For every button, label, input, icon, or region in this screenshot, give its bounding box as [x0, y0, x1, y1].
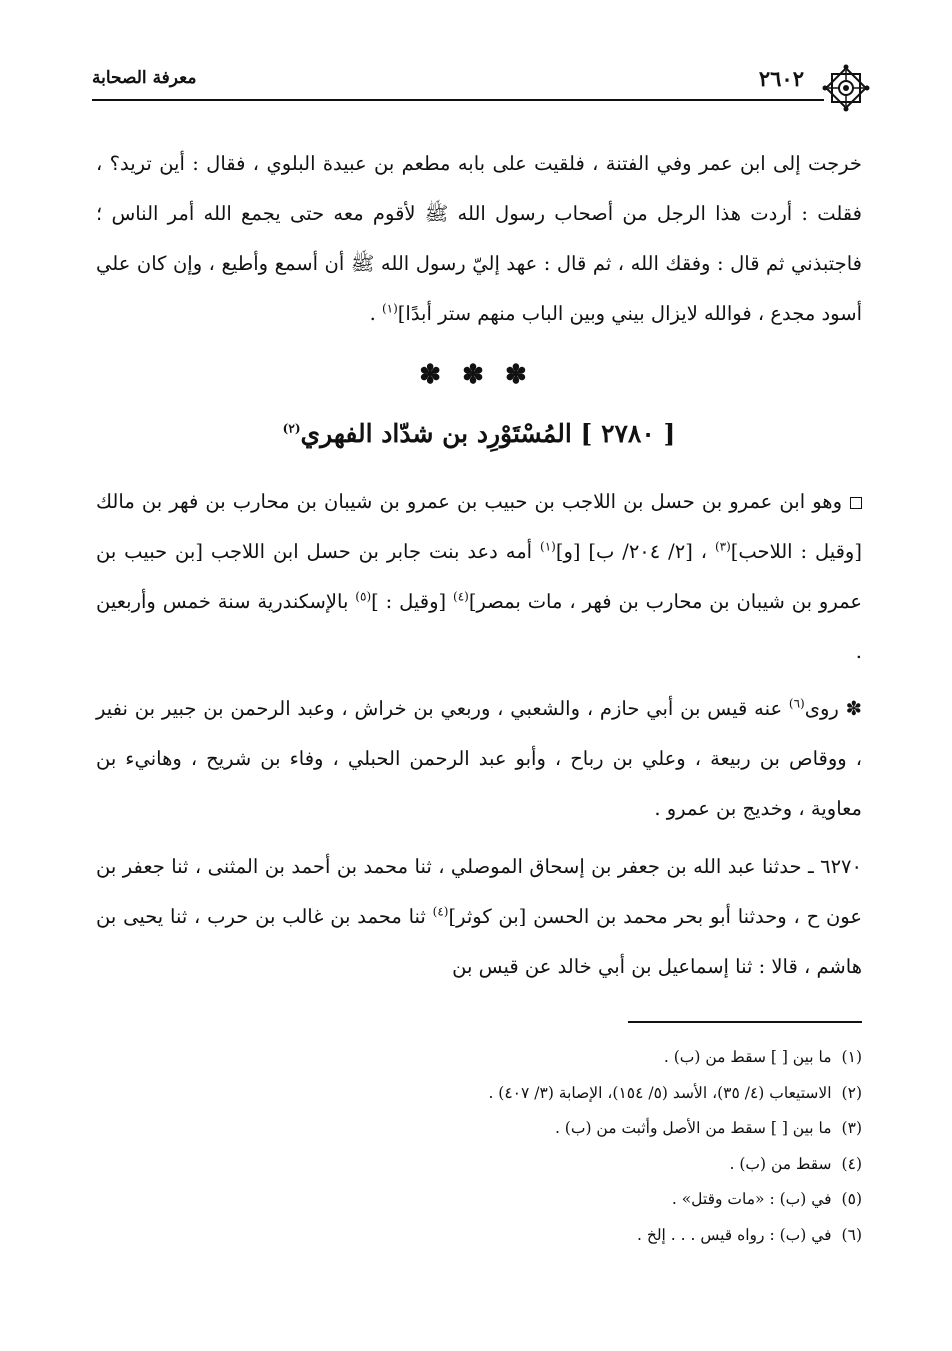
book-title: معرفة الصحابة	[92, 68, 197, 88]
ornament-icon	[820, 62, 872, 114]
paragraph-text: ✽ روى	[804, 697, 862, 720]
paragraph-text: ، [٢/ ٢٠٤/ ب] [و]	[555, 540, 715, 563]
paragraph-text: ٦٢٧٠ ـ حدثنا عبد الله بن جعفر بن إسحاق الموصلي ، ثنا محمد بن أحمد بن المثنى ، ثنا جعفر بن عون ح ، وحدثنا أبو بحر محمد بن الحسن [بن كوثر]	[96, 855, 862, 928]
footnote-number: (٢)	[841, 1083, 862, 1102]
square-bullet-icon	[850, 497, 862, 509]
paragraph-text: أمه دعد بنت جابر بن حسل ابن اللاجب [بن حبيب بن عمرو بن شيبان بن محارب بن فهر ، مات بمصر]	[96, 540, 862, 613]
footnote-ref: (٤)	[432, 904, 449, 919]
footnote-item	[96, 1111, 862, 1147]
paragraph-hadith-end	[96, 139, 862, 339]
paragraph-text: [وقيل : ]	[371, 590, 453, 613]
entry-heading	[96, 412, 862, 456]
footnote-ref: (٢)	[282, 421, 301, 436]
footnote-ref: (٤)	[453, 589, 469, 604]
footnote-text: ما بين [ ] سقط من (ب) .	[663, 1048, 832, 1066]
footnote-number: (٦)	[841, 1225, 862, 1244]
footnote-item	[96, 1182, 862, 1218]
footnote-ref: (٥)	[355, 589, 372, 604]
footnote-rule	[628, 1021, 862, 1023]
paragraph-hadith-6270	[96, 842, 862, 992]
section-separator: ✽ ✽ ✽	[419, 360, 533, 390]
footnote-ref: (٦)	[788, 696, 805, 711]
paragraph-text: عنه قيس بن أبي حازم ، والشعبي ، وربعي بن خراش ، وعبد الرحمن بن جبير بن نفير ، ووقاص بن ربيعة ، وعلي بن رباح ، وأبو عبد الرحمن الحبلي ، وفاء بن شريح ، وهانيء بن معاوية ، وخديج بن عمرو .	[96, 697, 862, 820]
footnote-item	[96, 1218, 862, 1254]
paragraph-text: وهو ابن عمرو بن حسل بن اللاجب بن حبيب بن عمرو بن شيبان بن محارب بن فهر بن مالك [وقيل : اللاحب]	[96, 490, 862, 563]
footnote-number: (٤)	[841, 1154, 862, 1173]
footnote-item	[96, 1040, 862, 1076]
entry-title: [ ٢٧٨٠ ] المُسْتَوْرِد بن شدّاد الفهري	[300, 419, 676, 448]
footnotes	[96, 1040, 862, 1253]
footnote-text: الاستيعاب (٤/ ٣٥)، الأسد (٥/ ١٥٤)، الإصابة (٣/ ٤٠٧) .	[488, 1083, 832, 1102]
footnote-number: (٣)	[841, 1119, 862, 1137]
footnote-ref: (٣)	[714, 539, 731, 554]
page-number: ٢٦٠٢	[758, 66, 804, 91]
footnote-text: ما بين [ ] سقط من الأصل وأثبت من (ب) .	[554, 1119, 832, 1137]
footnote-item	[96, 1147, 862, 1183]
footnote-text: في (ب) : رواه قيس . . . إلخ .	[636, 1225, 832, 1244]
footnote-text: سقط من (ب) .	[729, 1154, 832, 1173]
paragraph-text: بالإسكندرية سنة خمس وأربعين .	[96, 590, 862, 663]
paragraph-text: ثنا محمد بن غالب بن حرب ، ثنا يحيى بن هاشم ، قالا : ثنا إسماعيل بن أبي خالد عن قيس بن	[96, 905, 862, 978]
footnote-number: (٥)	[841, 1190, 862, 1208]
footnote-text: في (ب) : «مات وقتل» .	[671, 1190, 832, 1208]
footnote-item	[96, 1076, 862, 1112]
paragraph-text: خرجت إلى ابن عمر وفي الفتنة ، فلقيت على بابه مطعم بن عبيدة البلوي ، فقال : أين تريد؟ ، فقلت : أردت هذا الرجل من أصحاب رسول الله ﷺ لأقوم معه حتى يجمع الله أمر الناس ؛ فاجتبذني ثم قال : وفقك الله ، ثم قال : عهد إليّ رسول الله ﷺ أن أسمع وأطيع ، وإن كان علي أسود مجدع ، فوالله لايزال بيني وبين الباب منهم ستر أبدًا]	[96, 152, 862, 325]
footnote-ref: (١)	[381, 301, 398, 316]
paragraph-narrators	[96, 684, 862, 834]
paragraph-lineage	[96, 477, 862, 677]
paragraph-end: .	[369, 302, 382, 325]
header-rule	[92, 99, 824, 101]
footnote-number: (١)	[841, 1048, 862, 1066]
page-header	[92, 62, 862, 102]
footnote-ref: (١)	[540, 539, 556, 554]
